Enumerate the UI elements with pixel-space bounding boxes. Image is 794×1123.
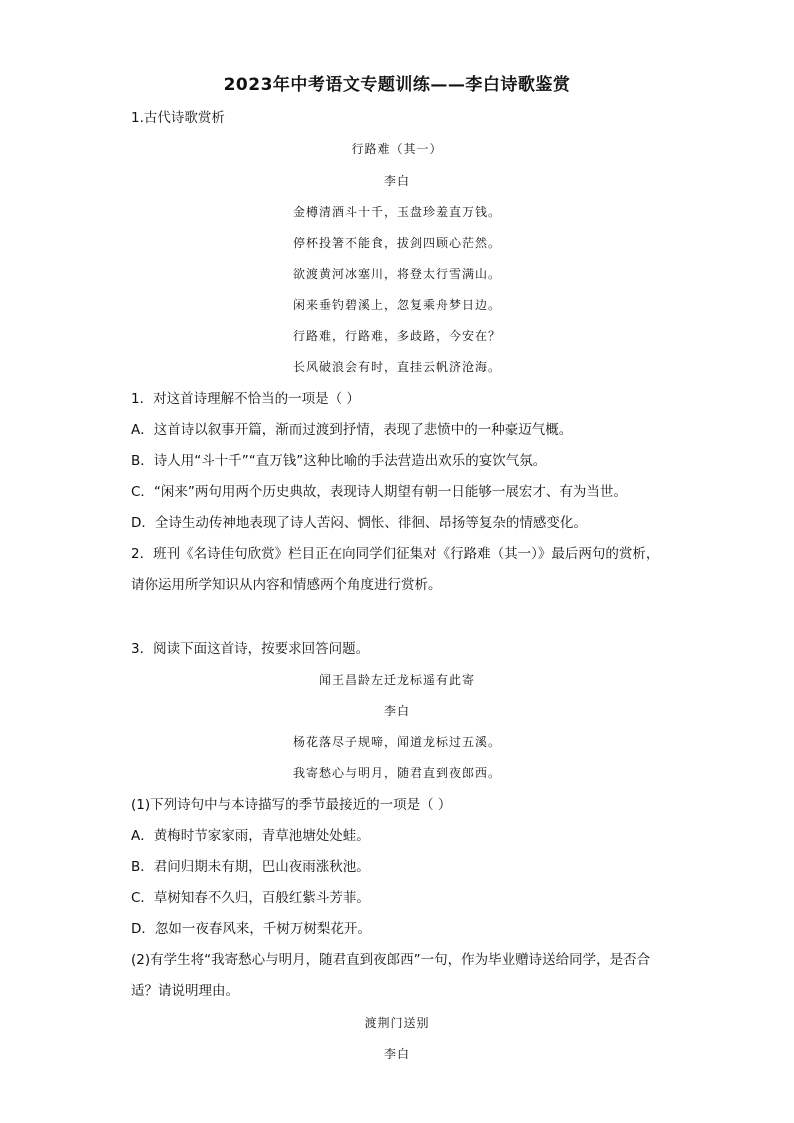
answer-option: C．草树知春不久归，百般红紫斗芳菲。	[131, 890, 370, 906]
section-heading: 1.古代诗歌赏析	[131, 110, 225, 126]
question-text: 适？请说明理由。	[131, 983, 239, 999]
question-text: 2．班刊《名诗佳句欣赏》栏目正在向同学们征集对《行路难（其一）》最后两句的赏析，	[131, 546, 660, 562]
poem-line: 闲来垂钓碧溪上，忽复乘舟梦日边。	[292, 298, 501, 312]
poem-line: 杨花落尽子规啼，闻道龙标过五溪。	[292, 735, 501, 749]
poem-line: 长风破浪会有时，直挂云帆济沧海。	[292, 360, 501, 374]
question-text: 1．对这首诗理解不恰当的一项是（ ）	[131, 391, 360, 407]
question-text: (2)有学生将“我寄愁心与明月，随君直到夜郎西”一句，作为毕业赠诗送给同学，是否合	[131, 952, 651, 968]
poem-author: 李白	[383, 704, 410, 718]
section-heading: 3．阅读下面这首诗，按要求回答问题。	[131, 641, 370, 657]
answer-option: A．这首诗以叙事开篇，渐而过渡到抒情，表现了悲愤中的一种豪迈气概。	[131, 422, 573, 438]
poem-line: 行路难，行路难，多歧路，今安在？	[292, 329, 501, 343]
poem-line: 我寄愁心与明月，随君直到夜郎西。	[292, 766, 501, 780]
poem-line: 停杯投箸不能食，拔剑四顾心茫然。	[292, 236, 501, 250]
question-text: (1)下列诗句中与本诗描写的季节最接近的一项是（ ）	[131, 797, 452, 813]
poem-author: 李白	[383, 1047, 410, 1061]
answer-option: B．君问归期未有期，巴山夜雨涨秋池。	[131, 859, 370, 875]
answer-option: C．“闲来”两句用两个历史典故，表现诗人期望有朝一日能够一展宏才、有为当世。	[131, 484, 627, 500]
poem-line: 欲渡黄河冰塞川，将登太行雪满山。	[292, 267, 501, 281]
poem-title: 行路难（其一）	[351, 142, 443, 156]
page-title: 2023年中考语文专题训练——李白诗歌鉴赏	[223, 75, 571, 95]
answer-option: B．诗人用“斗十千”“直万钱”这种比喻的手法营造出欢乐的宴饮气氛。	[131, 453, 547, 469]
poem-title: 渡荆门送别	[364, 1016, 430, 1030]
poem-line: 金樽清酒斗十千，玉盘珍羞直万钱。	[292, 205, 501, 219]
answer-option: D．全诗生动传神地表现了诗人苦闷、惆怅、徘徊、昂扬等复杂的情感变化。	[131, 515, 587, 531]
answer-option: A．黄梅时节家家雨，青草池塘处处蛙。	[131, 828, 370, 844]
poem-author: 李白	[383, 174, 410, 188]
question-text: 请你运用所学知识从内容和情感两个角度进行赏析。	[131, 577, 442, 593]
answer-option: D．忽如一夜春风来，千树万树梨花开。	[131, 921, 371, 937]
poem-title: 闻王昌龄左迁龙标遥有此寄	[318, 673, 475, 687]
